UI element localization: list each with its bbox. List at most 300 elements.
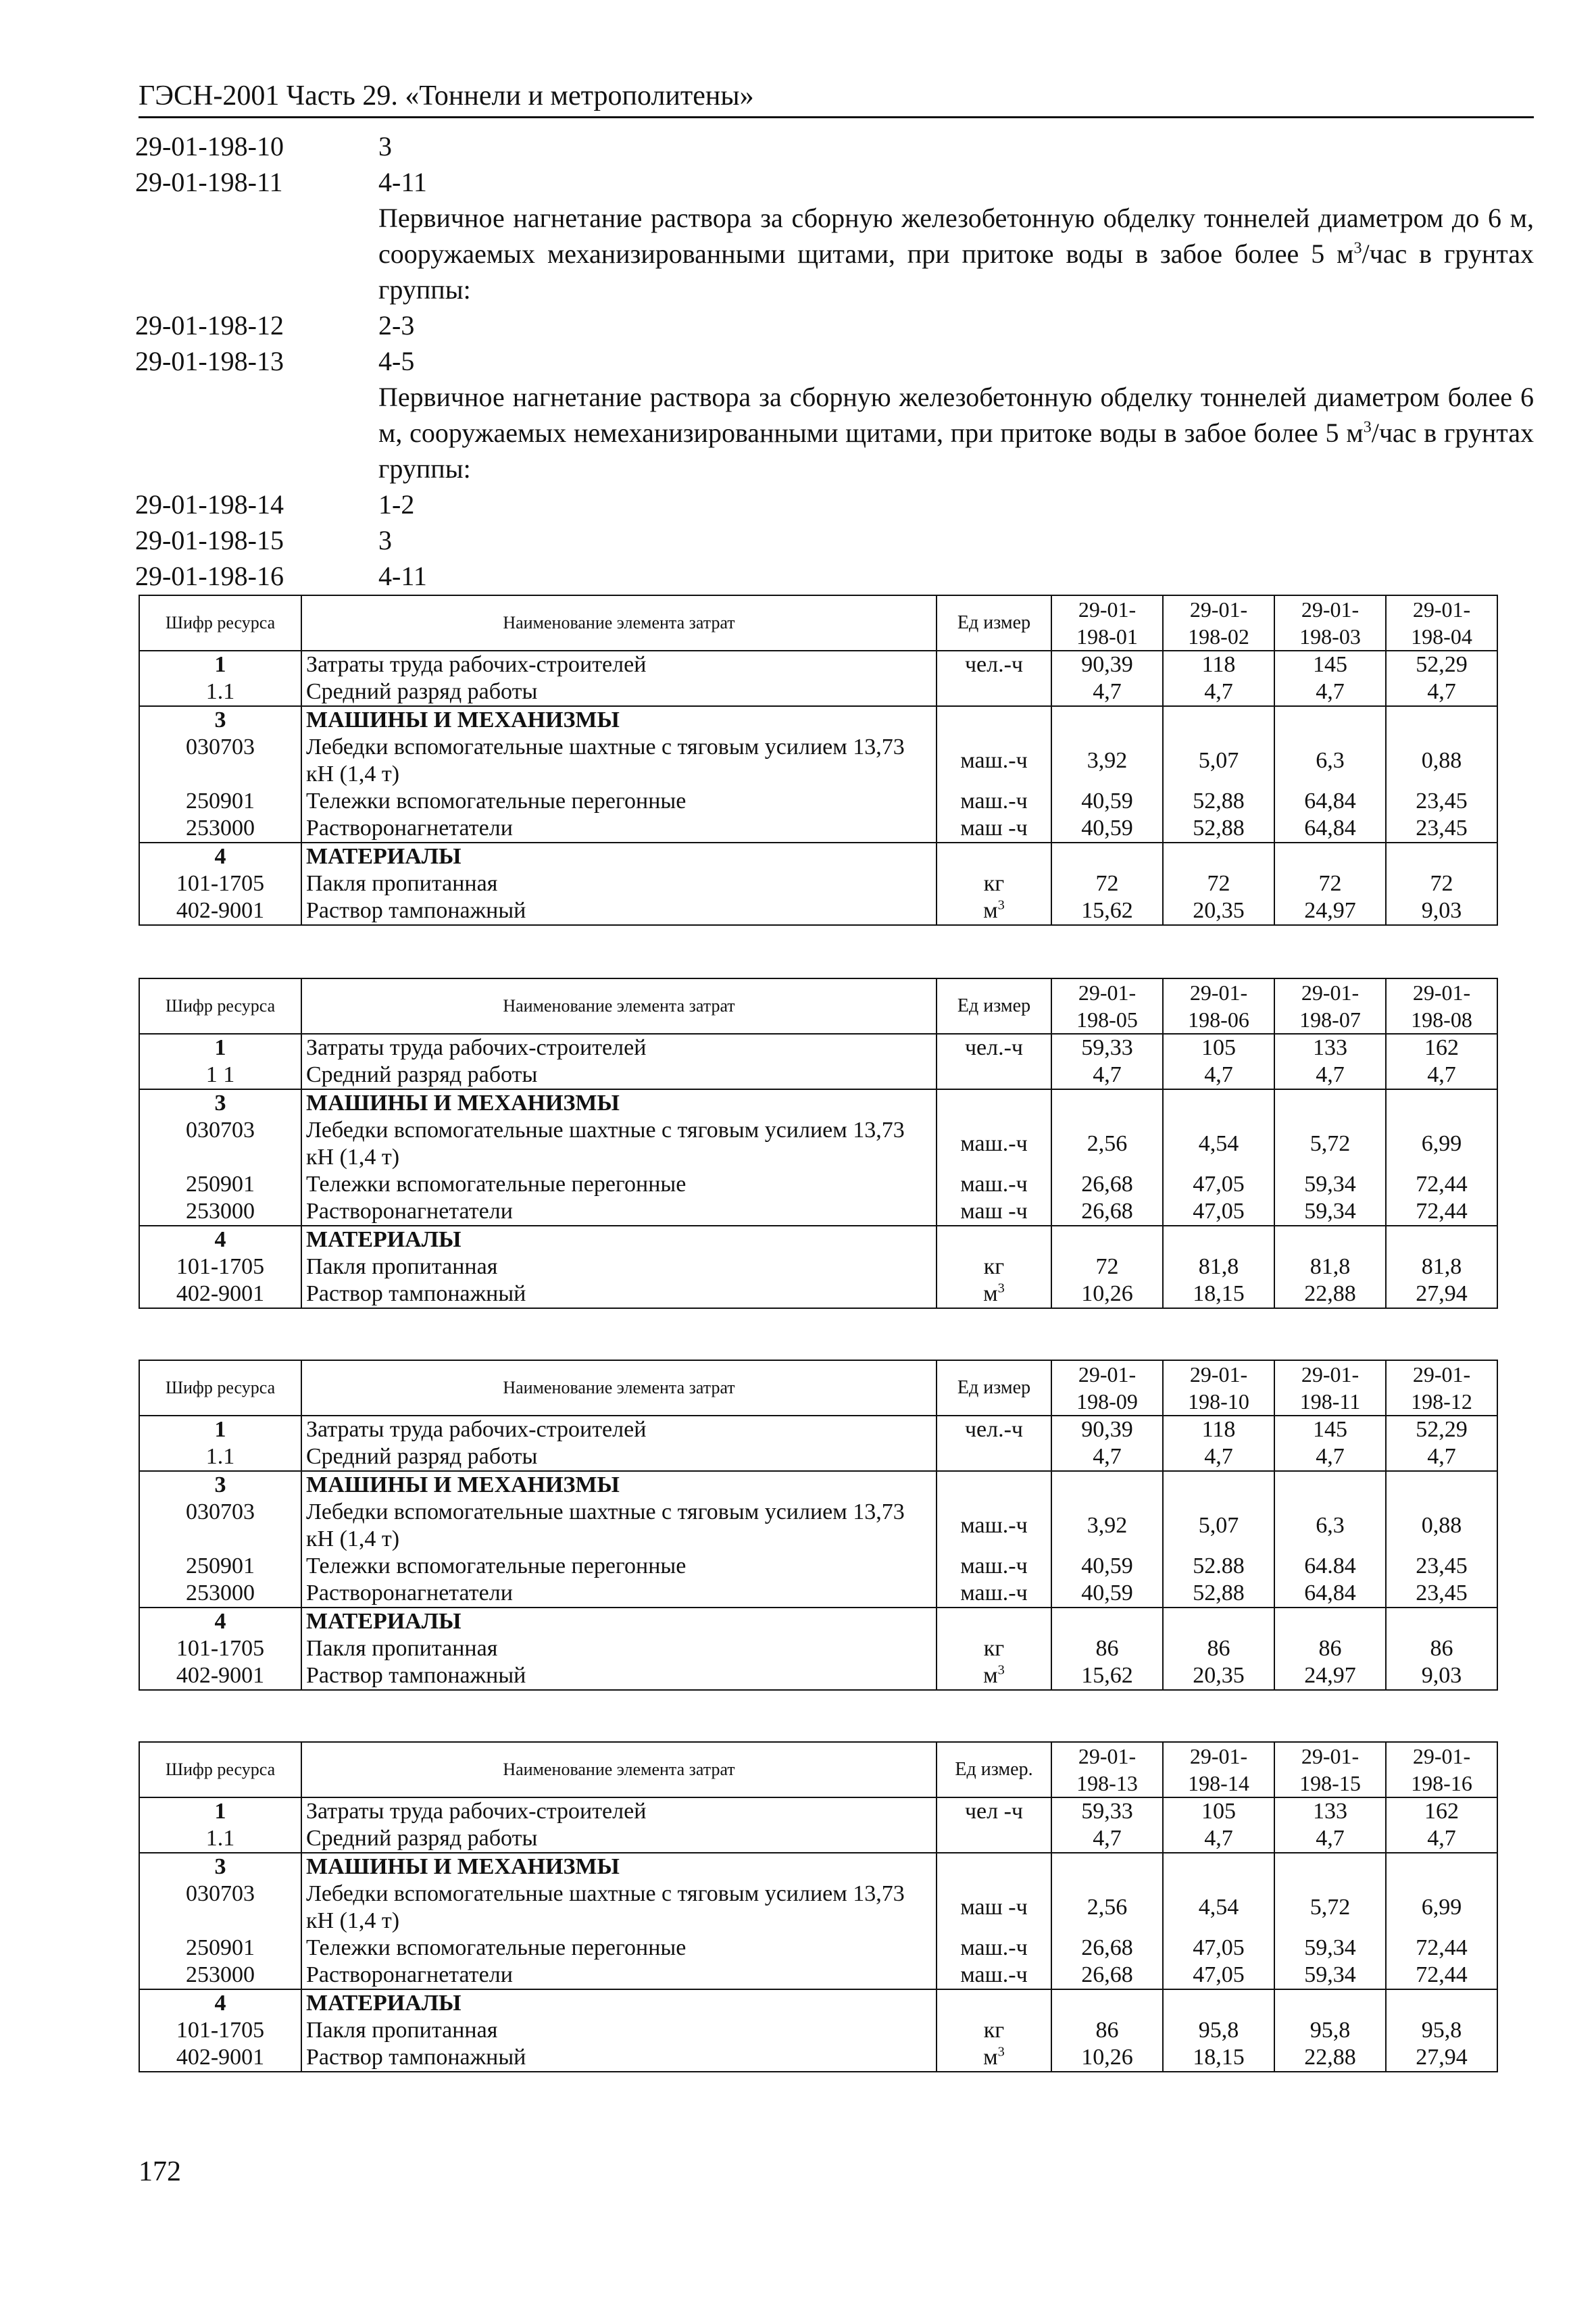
resource-code: 4 [139, 843, 301, 870]
resource-value: 47,05 [1163, 1198, 1274, 1226]
resource-code: 030703 [139, 1881, 301, 1935]
resource-value: 40,59 [1051, 788, 1163, 815]
table-row [139, 1989, 1497, 2017]
resource-value: 95,8 [1163, 2017, 1274, 2044]
resource-value [1163, 1089, 1274, 1117]
header-name: Наименование элемента затрат [301, 1360, 937, 1416]
resource-value: 18,15 [1163, 1280, 1274, 1308]
norm-code: 29-01-198-11 [135, 167, 283, 197]
resource-unit: $м^3$ [937, 1662, 1051, 1690]
table-row [139, 1062, 1497, 1089]
resource-name: Раствор тампонажный [301, 1280, 937, 1308]
header-norm-code: 29-01- 198-03 [1274, 595, 1386, 651]
table-row [139, 1034, 1497, 1062]
table-row [139, 1662, 1497, 1690]
resource-name: Растворонагнетатели [301, 1198, 937, 1226]
resource-value [1163, 1226, 1274, 1253]
resource-code: 101-1705 [139, 2017, 301, 2044]
resource-unit [937, 1989, 1051, 2017]
resource-value: 47,05 [1163, 1171, 1274, 1198]
soil-group: 4-11 [378, 561, 427, 591]
table-row [139, 1226, 1497, 1253]
resource-value: 10,26 [1051, 2044, 1163, 2072]
resource-value: 86 [1274, 1635, 1386, 1662]
resource-value [1274, 1471, 1386, 1499]
resource-unit: $м^3$ [937, 897, 1051, 925]
table-row [139, 1635, 1497, 1662]
resource-code: 1 1 [139, 1062, 301, 1089]
resource-name: Тележки вспомогательные перегонные [301, 788, 937, 815]
resource-value: 64,84 [1274, 788, 1386, 815]
table-row [139, 1089, 1497, 1117]
resource-value: 72 [1051, 1253, 1163, 1280]
code-row [135, 128, 1534, 164]
table-row [139, 1935, 1497, 1962]
norm-table [139, 1741, 1498, 2072]
resource-value: 64,84 [1274, 815, 1386, 843]
table-row [139, 1253, 1497, 1280]
table-row [139, 870, 1497, 897]
resource-value: 26,68 [1051, 1935, 1163, 1962]
resource-value: 6,3 [1274, 734, 1386, 788]
resource-value [1051, 1089, 1163, 1117]
resource-name: Затраты труда рабочих-строителей [301, 1416, 937, 1443]
norm-code: 29-01-198-16 [135, 561, 284, 591]
resource-value: 5,72 [1274, 1881, 1386, 1935]
resource-name: МАШИНЫ И МЕХАНИЗМЫ [301, 1089, 937, 1117]
table-row [139, 1443, 1497, 1471]
resource-value: 81,8 [1163, 1253, 1274, 1280]
resource-value: 40,59 [1051, 1553, 1163, 1580]
resource-value: 72 [1386, 870, 1497, 897]
resource-code: 250901 [139, 1553, 301, 1580]
resource-value: 3,92 [1051, 1499, 1163, 1553]
table-row [139, 651, 1497, 678]
resource-value: 81,8 [1386, 1253, 1497, 1280]
table-row [139, 678, 1497, 706]
resource-value: 59,34 [1274, 1962, 1386, 1989]
resource-value [1274, 1608, 1386, 1635]
resource-unit: маш.-ч [937, 788, 1051, 815]
resource-value [1274, 1853, 1386, 1881]
header-unit: Ед измер [937, 978, 1051, 1034]
resource-code: 1 [139, 651, 301, 678]
resource-value: 118 [1163, 1416, 1274, 1443]
norm-code: 29-01-198-14 [135, 489, 284, 520]
resource-value: 4,54 [1163, 1881, 1274, 1935]
resource-value: 0,88 [1386, 1499, 1497, 1553]
table-row [139, 1881, 1497, 1935]
resource-unit [937, 1226, 1051, 1253]
resource-value: 4,7 [1051, 678, 1163, 706]
table-row [139, 1853, 1497, 1881]
resource-code: 030703 [139, 1499, 301, 1553]
resource-code: 402-9001 [139, 2044, 301, 2072]
resource-value: 105 [1163, 1034, 1274, 1062]
resource-name: МАТЕРИАЛЫ [301, 1226, 937, 1253]
resource-value: 64.84 [1274, 1553, 1386, 1580]
resource-code: 253000 [139, 815, 301, 843]
header-norm-code: 29-01- 198-13 [1051, 1742, 1163, 1797]
resource-value [1386, 1989, 1497, 2017]
table-row [139, 1499, 1497, 1553]
resource-value: 15,62 [1051, 897, 1163, 925]
resource-code: 250901 [139, 1935, 301, 1962]
resource-value: 20,35 [1163, 897, 1274, 925]
resource-unit: чел.-ч [937, 1034, 1051, 1062]
resource-unit: маш.-ч [937, 1553, 1051, 1580]
resource-code: 4 [139, 1989, 301, 2017]
resource-value: 118 [1163, 651, 1274, 678]
resource-value: 5,07 [1163, 1499, 1274, 1553]
resource-value: 4,7 [1163, 1062, 1274, 1089]
norm-table [139, 595, 1498, 926]
resource-name: Средний разряд работы [301, 1443, 937, 1471]
header-norm-code: 29-01- 198-02 [1163, 595, 1274, 651]
table-row [139, 2017, 1497, 2044]
resource-code: 253000 [139, 1198, 301, 1226]
table-row [139, 1280, 1497, 1308]
header-norm-code: 29-01- 198-04 [1386, 595, 1497, 651]
resource-name: МАШИНЫ И МЕХАНИЗМЫ [301, 706, 937, 734]
resource-value: 6,99 [1386, 1117, 1497, 1171]
norm-code: 29-01-198-13 [135, 346, 284, 376]
resource-code: 101-1705 [139, 1253, 301, 1280]
resource-value: 15,62 [1051, 1662, 1163, 1690]
resource-value [1274, 1089, 1386, 1117]
resource-value: 4,7 [1386, 1825, 1497, 1853]
soil-group: 4-5 [378, 346, 415, 376]
resource-code: 250901 [139, 788, 301, 815]
code-row [135, 164, 1534, 200]
resource-value: 162 [1386, 1797, 1497, 1825]
soil-group: 3 [378, 525, 392, 555]
resource-value: 95,8 [1386, 2017, 1497, 2044]
resource-value: 52.88 [1163, 1553, 1274, 1580]
norm-table [139, 1360, 1498, 1691]
resource-name: Раствор тампонажный [301, 2044, 937, 2072]
resource-value: 72 [1163, 870, 1274, 897]
table-row [139, 1416, 1497, 1443]
resource-name: МАТЕРИАЛЫ [301, 1989, 937, 2017]
table-row [139, 788, 1497, 815]
header-norm-code: 29-01- 198-10 [1163, 1360, 1274, 1416]
soil-group: 1-2 [378, 489, 415, 520]
resource-value: 52,88 [1163, 1580, 1274, 1608]
resource-code: 402-9001 [139, 1280, 301, 1308]
resource-value: 59,34 [1274, 1935, 1386, 1962]
page-number: 172 [139, 2156, 181, 2187]
resource-value: 9,03 [1386, 897, 1497, 925]
resource-code: 030703 [139, 734, 301, 788]
description-2: Первичное нагнетание раствора за сборную железобетонную обделку тоннелей диаметром более 6 м, сооружаемых немеханизированными щитами, при притоке воды в забое более 5 $м^3$/час в грунтах группы: [378, 382, 1534, 484]
resource-value: 10,26 [1051, 1280, 1163, 1308]
resource-unit: чел.-ч [937, 651, 1051, 678]
header-norm-code: 29-01- 198-01 [1051, 595, 1163, 651]
resource-value: 59,33 [1051, 1034, 1163, 1062]
resource-value: 72 [1274, 870, 1386, 897]
resource-value: 9,03 [1386, 1662, 1497, 1690]
resource-value: 72,44 [1386, 1962, 1497, 1989]
resource-name: Средний разряд работы [301, 678, 937, 706]
resource-code: 402-9001 [139, 897, 301, 925]
resource-value: 4,7 [1386, 1443, 1497, 1471]
resource-code: 3 [139, 1853, 301, 1881]
resource-value: 4,7 [1163, 1443, 1274, 1471]
header-name: Наименование элемента затрат [301, 1742, 937, 1797]
resource-value: 23,45 [1386, 1580, 1497, 1608]
header-norm-code: 29-01- 198-11 [1274, 1360, 1386, 1416]
resource-value [1163, 1471, 1274, 1499]
resource-value [1163, 1989, 1274, 2017]
resource-value [1051, 843, 1163, 870]
resource-value: 4,7 [1163, 1825, 1274, 1853]
resource-value: 26,68 [1051, 1171, 1163, 1198]
norm-code: 29-01-198-10 [135, 131, 284, 161]
resource-value: 86 [1051, 1635, 1163, 1662]
table-row [139, 897, 1497, 925]
resource-value: 72,44 [1386, 1198, 1497, 1226]
resource-value [1386, 706, 1497, 734]
resource-value: 23,45 [1386, 788, 1497, 815]
resource-value [1051, 1853, 1163, 1881]
resource-value: 4,54 [1163, 1117, 1274, 1171]
header-code: Шифр ресурса [139, 978, 301, 1034]
header-norm-code: 29-01- 198-08 [1386, 978, 1497, 1034]
resource-value: 52,88 [1163, 788, 1274, 815]
code-row [135, 307, 1534, 343]
resource-code: 4 [139, 1226, 301, 1253]
table-row [139, 1825, 1497, 1853]
resource-unit: маш.-ч [937, 1499, 1051, 1553]
resource-value: 4,7 [1051, 1825, 1163, 1853]
resource-value: 20,35 [1163, 1662, 1274, 1690]
resource-name: Пакля пропитанная [301, 2017, 937, 2044]
resource-value [1386, 843, 1497, 870]
header-name: Наименование элемента затрат [301, 595, 937, 651]
resource-value: 145 [1274, 651, 1386, 678]
resource-value: 6,99 [1386, 1881, 1497, 1935]
header-code: Шифр ресурса [139, 1742, 301, 1797]
resource-value [1051, 1608, 1163, 1635]
table-row [139, 1608, 1497, 1635]
resource-value: 86 [1163, 1635, 1274, 1662]
resource-unit: кг [937, 2017, 1051, 2044]
resource-value: 26,68 [1051, 1962, 1163, 1989]
table-row [139, 1471, 1497, 1499]
resource-value: 81,8 [1274, 1253, 1386, 1280]
resource-name: Лебедки вспомогательные шахтные с тяговым усилием 13,73 кН (1,4 т) [301, 1499, 937, 1553]
resource-unit [937, 678, 1051, 706]
resource-value: 4,7 [1386, 1062, 1497, 1089]
resource-value: 24,97 [1274, 897, 1386, 925]
resource-value: 59,33 [1051, 1797, 1163, 1825]
page-header: ГЭСН-2001 Часть 29. «Тоннели и метрополитены» [139, 80, 1534, 118]
resource-value: 64,84 [1274, 1580, 1386, 1608]
header-norm-code: 29-01- 198-15 [1274, 1742, 1386, 1797]
resource-value [1051, 1226, 1163, 1253]
resource-value: 105 [1163, 1797, 1274, 1825]
resource-value: 5,07 [1163, 734, 1274, 788]
resource-name: МАШИНЫ И МЕХАНИЗМЫ [301, 1471, 937, 1499]
resource-value [1163, 706, 1274, 734]
resource-value [1274, 1989, 1386, 2017]
code-list [135, 128, 1534, 594]
resource-unit: $м^3$ [937, 2044, 1051, 2072]
code-row [135, 558, 1534, 594]
code-row [135, 487, 1534, 522]
resource-value: 133 [1274, 1034, 1386, 1062]
resource-value: 22,88 [1274, 1280, 1386, 1308]
resource-unit: маш.-ч [937, 1935, 1051, 1962]
resource-unit: маш.-ч [937, 1580, 1051, 1608]
resource-code: 1.1 [139, 1443, 301, 1471]
resource-value: 4,7 [1163, 678, 1274, 706]
resource-value [1051, 1989, 1163, 2017]
resource-value [1051, 1471, 1163, 1499]
resource-unit: маш.-ч [937, 1171, 1051, 1198]
table-row [139, 706, 1497, 734]
resource-value: 23,45 [1386, 815, 1497, 843]
table-row [139, 1797, 1497, 1825]
resource-value: 59,34 [1274, 1198, 1386, 1226]
resource-name: Пакля пропитанная [301, 1635, 937, 1662]
resource-value [1386, 1853, 1497, 1881]
resource-value: 4,7 [1274, 678, 1386, 706]
resource-name: Затраты труда рабочих-строителей [301, 1797, 937, 1825]
resource-value: 95,8 [1274, 2017, 1386, 2044]
resource-unit [937, 1825, 1051, 1853]
table-row [139, 1117, 1497, 1171]
resource-value: 23,45 [1386, 1553, 1497, 1580]
resource-unit: маш.-ч [937, 734, 1051, 788]
resource-value: 3,92 [1051, 734, 1163, 788]
resource-name: Тележки вспомогательные перегонные [301, 1553, 937, 1580]
resource-value: 2,56 [1051, 1117, 1163, 1171]
resource-name: Средний разряд работы [301, 1825, 937, 1853]
resource-value: 4,7 [1274, 1443, 1386, 1471]
resource-name: Раствор тампонажный [301, 1662, 937, 1690]
norm-table [139, 978, 1498, 1309]
resource-unit: кг [937, 1253, 1051, 1280]
resource-code: 402-9001 [139, 1662, 301, 1690]
header-unit: Ед измер [937, 1360, 1051, 1416]
header-norm-code: 29-01- 198-14 [1163, 1742, 1274, 1797]
resource-value [1386, 1089, 1497, 1117]
resource-unit [937, 1608, 1051, 1635]
resource-unit [937, 1853, 1051, 1881]
header-norm-code: 29-01- 198-09 [1051, 1360, 1163, 1416]
header-norm-code: 29-01- 198-05 [1051, 978, 1163, 1034]
header-code: Шифр ресурса [139, 595, 301, 651]
resource-code: 1 [139, 1034, 301, 1062]
resource-value: 86 [1051, 2017, 1163, 2044]
resource-code: 250901 [139, 1171, 301, 1198]
soil-group: 3 [378, 131, 392, 161]
resource-name: Раствор тампонажный [301, 897, 937, 925]
resource-unit [937, 706, 1051, 734]
resource-value: 27,94 [1386, 1280, 1497, 1308]
resource-code: 1 [139, 1416, 301, 1443]
resource-value [1386, 1608, 1497, 1635]
resource-name: МАТЕРИАЛЫ [301, 1608, 937, 1635]
soil-group: 2-3 [378, 310, 415, 341]
resource-value: 22,88 [1274, 2044, 1386, 2072]
resource-value: 52,29 [1386, 651, 1497, 678]
resource-code: 101-1705 [139, 870, 301, 897]
resource-value [1163, 1853, 1274, 1881]
resource-name: Затраты труда рабочих-строителей [301, 1034, 937, 1062]
resource-value: 0,88 [1386, 734, 1497, 788]
resource-value: 40,59 [1051, 815, 1163, 843]
resource-name: Тележки вспомогательные перегонные [301, 1171, 937, 1198]
header-code: Шифр ресурса [139, 1360, 301, 1416]
resource-unit [937, 843, 1051, 870]
resource-value: 59,34 [1274, 1171, 1386, 1198]
resource-value: 4,7 [1051, 1443, 1163, 1471]
resource-value: 72 [1051, 870, 1163, 897]
resource-name: Растворонагнетатели [301, 815, 937, 843]
resource-code: 4 [139, 1608, 301, 1635]
resource-unit [937, 1443, 1051, 1471]
resource-unit: $м^3$ [937, 1280, 1051, 1308]
resource-value [1163, 1608, 1274, 1635]
resource-code: 1 [139, 1797, 301, 1825]
resource-value [1274, 706, 1386, 734]
table-row [139, 1171, 1497, 1198]
resource-unit: кг [937, 870, 1051, 897]
resource-code: 030703 [139, 1117, 301, 1171]
table-row [139, 1553, 1497, 1580]
resource-code: 1.1 [139, 1825, 301, 1853]
resource-code: 3 [139, 1471, 301, 1499]
resource-value: 18,15 [1163, 2044, 1274, 2072]
resource-value: 47,05 [1163, 1962, 1274, 1989]
norm-code: 29-01-198-12 [135, 310, 284, 341]
resource-value: 145 [1274, 1416, 1386, 1443]
resource-value: 4,7 [1051, 1062, 1163, 1089]
resource-value: 47,05 [1163, 1935, 1274, 1962]
header-norm-code: 29-01- 198-06 [1163, 978, 1274, 1034]
table-row [139, 1962, 1497, 1989]
resource-value: 2,56 [1051, 1881, 1163, 1935]
resource-code: 253000 [139, 1580, 301, 1608]
resource-value: 6,3 [1274, 1499, 1386, 1553]
resource-name: МАТЕРИАЛЫ [301, 843, 937, 870]
resource-value: 5,72 [1274, 1117, 1386, 1171]
resource-value [1051, 706, 1163, 734]
resource-value: 4,7 [1274, 1062, 1386, 1089]
resource-unit: маш -ч [937, 815, 1051, 843]
resource-unit: маш -ч [937, 1881, 1051, 1935]
header-unit: Ед измер [937, 595, 1051, 651]
resource-value: 27,94 [1386, 2044, 1497, 2072]
resource-name: Лебедки вспомогательные шахтные с тяговым усилием 13,73 кН (1,4 т) [301, 1881, 937, 1935]
resource-unit: чел -ч [937, 1797, 1051, 1825]
table-row [139, 734, 1497, 788]
table-row [139, 1198, 1497, 1226]
resource-value: 162 [1386, 1034, 1497, 1062]
table-row [139, 1580, 1497, 1608]
resource-value [1163, 843, 1274, 870]
header-unit: Ед измер. [937, 1742, 1051, 1797]
resource-value: 90,39 [1051, 1416, 1163, 1443]
description-1: Первичное нагнетание раствора за сборную железобетонную обделку тоннелей диаметром до 6 м, сооружаемых механизированными щитами, при притоке воды в забое более 5 $м^3$/час в грунтах группы: [378, 203, 1534, 305]
resource-unit [937, 1089, 1051, 1117]
resource-name: Растворонагнетатели [301, 1962, 937, 1989]
header-norm-code: 29-01- 198-07 [1274, 978, 1386, 1034]
resource-name: Пакля пропитанная [301, 1253, 937, 1280]
